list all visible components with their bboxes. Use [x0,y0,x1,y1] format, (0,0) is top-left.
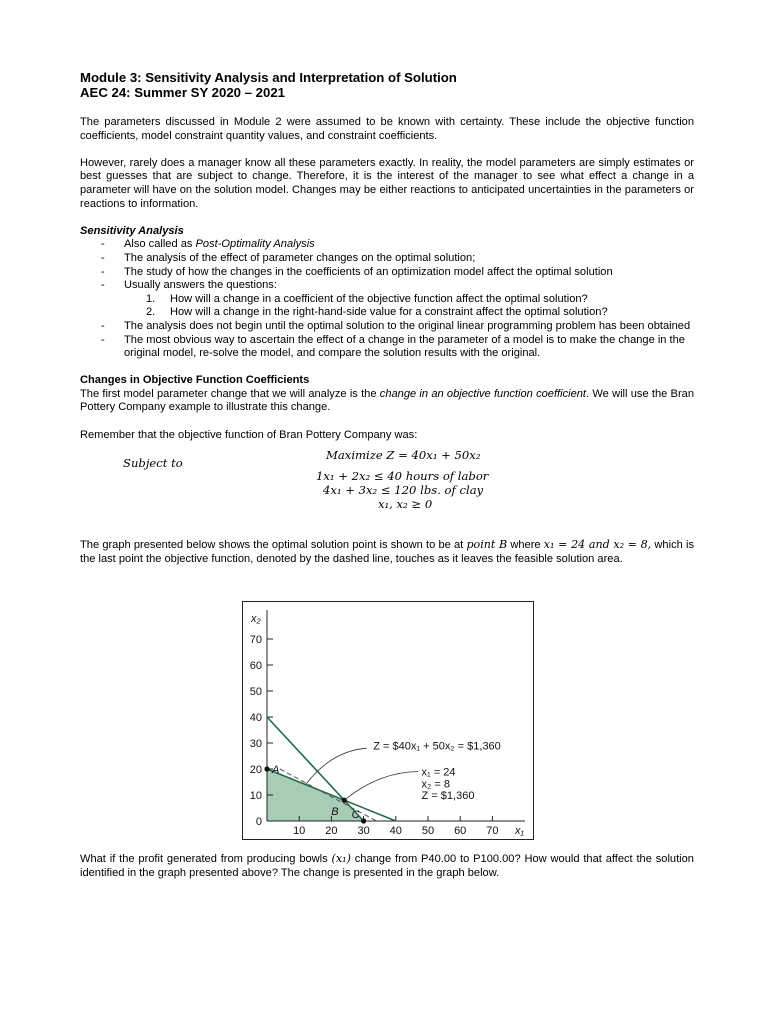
x-tick-label: 20 [325,825,338,837]
x-axis-title: x₁ [515,825,524,837]
y-tick-label: 30 [249,738,262,750]
question-list [80,293,694,320]
x-tick-label: 60 [454,825,467,837]
point-c-label: C [351,809,360,821]
course-title: AEC 24: Summer SY 2020 – 2021 [80,85,286,100]
point-b-x2-annotation: x₂ = 8 [421,778,450,791]
changes-heading: Changes in Objective Function Coefficients [80,374,310,387]
point-c [361,818,366,823]
y-tick-label: 60 [249,660,262,672]
x-tick-label: 30 [357,825,370,837]
labor-constraint: 1x₁ + 2x₂ ≤ 40 hours of labor [316,469,489,484]
list-item: - The most obvious way to ascertain the effect of a change in the parameter of a model is to make the change in the original model, re-solve the model, and compare the solution results with the original. [101,333,685,360]
clay-constraint: 4x₁ + 3x₂ ≤ 120 lbs. of clay [323,483,484,498]
sensitivity-heading: Sensitivity Analysis [80,224,184,237]
changes-paragraph-1: The first model parameter change that we will analyze is the change in an objective function coefficient. We will use the Bran Pottery Company example to illustrate this change. [80,387,694,414]
point-a-label: A [272,764,280,776]
y-tick-label: 40 [249,712,262,724]
x-tick-label: 50 [421,825,435,837]
objective-function: Maximize Z = 40x₁ + 50x₂ [326,448,481,463]
intro-paragraph-2: However, rarely does a manager know all these parameters exactly. In reality, the model parameters are simply estimates or best guesses that are subject to change. Therefore, it is the interest of the manager to see what effect a change in a parameter will have on the solution model. Changes may be either reactions to anticipated uncertainties in the parameters or reactions to information. [80,156,694,210]
point-b-z-annotation: Z = $1,360 [421,790,475,802]
list-item: - Also called as Post-Optimality Analysis [101,238,315,251]
y-tick-label: 0 [255,816,262,828]
point-a [264,766,269,771]
list-item: 2. How will a change in the right-hand-side value for a constraint affect the optimal solution? [146,306,608,319]
y-tick-label: 20 [249,764,262,776]
x-tick-label: 70 [486,825,499,837]
list-item: - Usually answers the questions: 1. How will a change in a coefficient of the objective function affect the optimal solution? 2. How will a change in the right-hand-side value for a constraint affect the optimal solution? [80,279,694,320]
nonnegativity-constraint: x₁, x₂ ≥ 0 [378,497,433,512]
lp-graph [242,601,534,840]
y-tick-label: 50 [249,686,262,698]
objective-leader [306,748,367,784]
point-b-x1-annotation: x₁ = 24 [421,766,456,779]
y-tick-label: 70 [249,634,262,646]
intro-paragraph-1: The parameters discussed in Module 2 were assumed to be known with certainty. These include the objective function coefficients, model constraint quantity values, and constraint coefficients. [80,116,694,142]
subject-to-label: Subject to [123,456,183,471]
changes-paragraph-2: Remember that the objective function of Bran Pottery Company was: [80,428,418,441]
feasible-region [267,769,364,821]
sensitivity-list [80,238,694,360]
point-b-label: B [331,806,339,819]
chart-svg [243,602,533,839]
objective-annotation: Z = $40x₁ + 50x₂ = $1,360 [373,740,501,753]
point-b-leader [344,772,418,801]
list-item: - The analysis of the effect of parameter changes on the optimal solution; [101,251,476,264]
list-item: 1. How will a change in a coefficient of the objective function affect the optimal solution? [146,292,588,305]
lp-model [80,446,694,538]
document-page [80,70,694,566]
y-axis-title: x₂ [251,613,261,625]
x-tick-label: 10 [293,825,306,837]
question-paragraph: What if the profit generated from producing bowls (x₁) change from P40.00 to P100.00? How would that affect the solution identified in the graph presented above? The change is presented in the graph below. [80,852,694,879]
y-tick-label: 10 [249,790,262,802]
module-title: Module 3: Sensitivity Analysis and Interpretation of Solution [80,70,457,85]
list-item: - The analysis does not begin until the optimal solution to the original linear programming problem has been obtained [101,319,691,332]
graph-description: The graph presented below shows the optimal solution point is shown to be at point B where x₁ = 24 and x₂ = 8, which is the last point the objective function, denoted by the dashed line, touches as it leaves the feasible solution area. [80,538,694,565]
x-tick-label: 40 [389,825,402,837]
list-item: - The study of how the changes in the coefficients of an optimization model affect the optimal solution [101,265,613,278]
